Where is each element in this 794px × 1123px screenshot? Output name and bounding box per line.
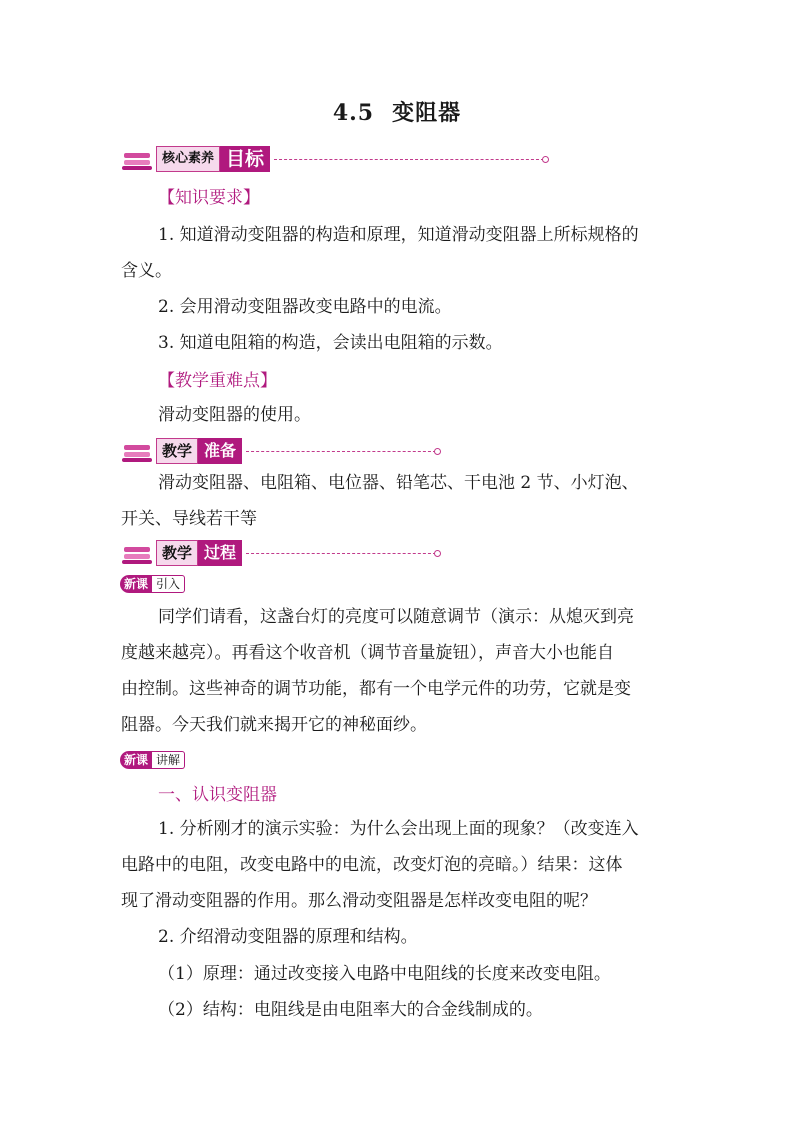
book-stack-icon bbox=[120, 147, 154, 171]
knowledge-heading: 【知识要求】 bbox=[158, 188, 260, 208]
tag-lecture: 讲解 bbox=[152, 751, 185, 769]
intro-line1: 同学们请看，这盏台灯的亮度可以随意调节（演示：从熄灭到亮 bbox=[158, 607, 634, 627]
knowledge-item-1-line1: 1. 知道滑动变阻器的构造和原理，知道滑动变阻器上所标规格的 bbox=[158, 225, 639, 245]
section-banner-process bbox=[120, 538, 436, 568]
section-label: 过程 bbox=[198, 540, 242, 566]
section-label: 目标 bbox=[220, 146, 270, 172]
title-text: 变阻器 bbox=[392, 100, 462, 126]
knowledge-item-3: 3. 知道电阻箱的构造，会读出电阻箱的示数。 bbox=[158, 333, 503, 353]
preparation-line1: 滑动变阻器、电阻箱、电位器、铅笔芯、干电池 2 节、小灯泡、 bbox=[158, 473, 639, 493]
section-tag: 核心素养 bbox=[156, 146, 220, 172]
key-points-text: 滑动变阻器的使用。 bbox=[158, 405, 311, 425]
title-number: 4.5 bbox=[332, 100, 375, 126]
knowledge-item-1-line2: 含义。 bbox=[121, 261, 172, 281]
lecture-p3: （1）原理：通过改变接入电路中电阻线的长度来改变电阻。 bbox=[158, 964, 611, 984]
dashed-divider bbox=[274, 159, 544, 160]
intro-line3: 由控制。这些神奇的调节功能，都有一个电学元件的功劳，它就是变 bbox=[121, 679, 631, 699]
lecture-p4: （2）结构：电阻线是由电阻率大的合金线制成的。 bbox=[158, 1000, 543, 1020]
section-tag: 教学 bbox=[156, 540, 198, 566]
knowledge-item-2: 2. 会用滑动变阻器改变电路中的电流。 bbox=[158, 297, 452, 317]
dashed-divider bbox=[246, 553, 436, 554]
lecture-tag bbox=[120, 750, 185, 770]
tag-intro: 引入 bbox=[152, 575, 185, 593]
book-stack-icon bbox=[120, 541, 154, 565]
intro-line2: 度越来越亮）。再看这个收音机（调节音量旋钮），声音大小也能自 bbox=[121, 643, 614, 663]
intro-line4: 阻器。今天我们就来揭开它的神秘面纱。 bbox=[121, 715, 427, 735]
dashed-divider bbox=[246, 451, 436, 452]
tag-new-lesson: 新课 bbox=[120, 751, 152, 769]
page-title bbox=[0, 96, 794, 127]
key-points-heading: 【教学重难点】 bbox=[158, 371, 277, 391]
lecture-p1-line1: 1. 分析刚才的演示实验：为什么会出现上面的现象？（改变连入 bbox=[158, 819, 639, 839]
section-banner-prep bbox=[120, 436, 436, 466]
lecture-p1-line3: 现了滑动变阻器的作用。那么滑动变阻器是怎样改变电阻的呢？ bbox=[121, 891, 597, 911]
section-label: 准备 bbox=[198, 438, 242, 464]
lecture-heading: 一、认识变阻器 bbox=[158, 785, 277, 805]
intro-tag bbox=[120, 574, 185, 594]
tag-new-lesson: 新课 bbox=[120, 575, 152, 593]
section-tag: 教学 bbox=[156, 438, 198, 464]
book-stack-icon bbox=[120, 439, 154, 463]
lecture-p2: 2. 介绍滑动变阻器的原理和结构。 bbox=[158, 927, 418, 947]
section-banner-goal bbox=[120, 144, 544, 174]
preparation-line2: 开关、导线若干等 bbox=[121, 509, 257, 529]
lecture-p1-line2: 电路中的电阻，改变电路中的电流，改变灯泡的亮暗。）结果：这体 bbox=[121, 855, 623, 875]
